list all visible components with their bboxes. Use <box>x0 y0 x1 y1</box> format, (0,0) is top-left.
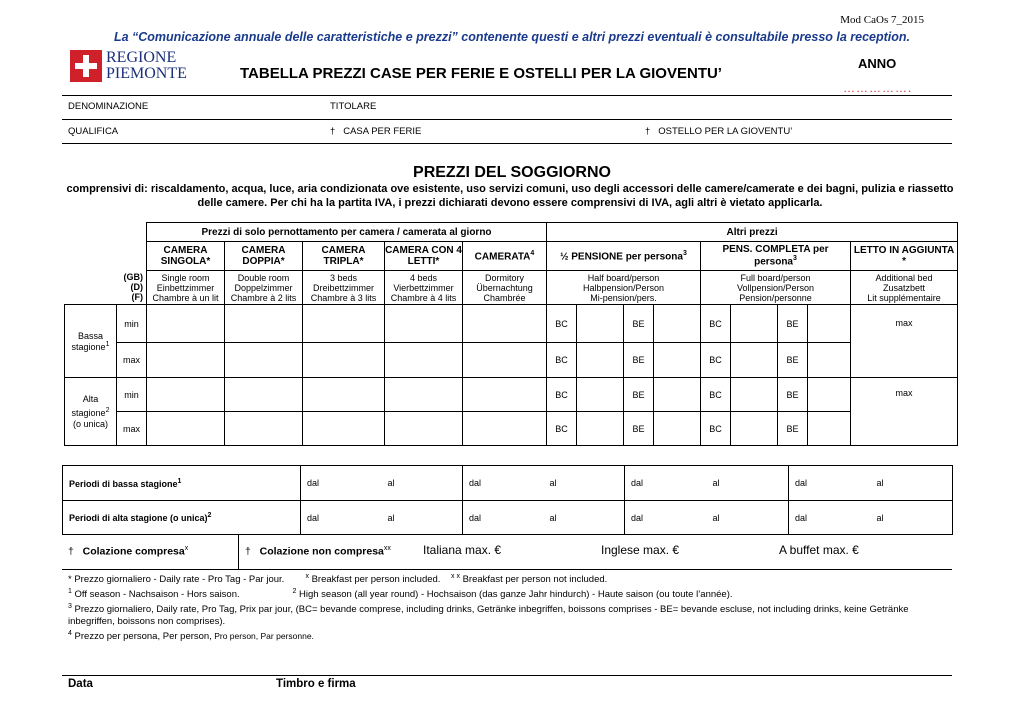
divider <box>62 95 952 96</box>
max-label: max <box>895 318 913 328</box>
price-cell[interactable] <box>654 412 701 446</box>
ostello-checkbox[interactable] <box>645 126 792 137</box>
price-cell[interactable] <box>731 343 778 378</box>
letto-alta-cell[interactable] <box>851 378 958 446</box>
max-label: max <box>117 343 147 378</box>
price-cell[interactable] <box>225 412 303 446</box>
price-cell[interactable] <box>731 412 778 446</box>
col-letto-aggiunta: LETTO IN AGGIUNTA * <box>851 242 958 271</box>
logo-line-2: PIEMONTE <box>106 65 187 82</box>
colazione-non-compresa-checkbox[interactable]: † Colazione non compresa$^{xx}$ <box>245 545 391 558</box>
cross-shield-icon <box>70 50 102 82</box>
price-cell[interactable] <box>385 412 463 446</box>
price-cell[interactable] <box>147 378 225 412</box>
denominazione-label: DENOMINAZIONE <box>68 101 149 112</box>
al-field[interactable]: al <box>871 501 953 535</box>
dal-field[interactable]: dal <box>789 466 871 501</box>
anno-label: ANNO <box>858 56 897 71</box>
trans-quattro: 4 beds Vierbettzimmer Chambre à 4 lits <box>385 271 463 305</box>
price-cell[interactable] <box>463 378 547 412</box>
qualifica-label: QUALIFICA <box>68 126 119 137</box>
price-cell[interactable] <box>808 305 851 343</box>
colazione-compresa-checkbox[interactable]: † Colazione compresa$^x$ <box>68 545 189 558</box>
price-cell[interactable] <box>147 343 225 378</box>
price-cell[interactable] <box>385 305 463 343</box>
trans-camerata: Dormitory Übernachtung Chambrée <box>463 271 547 305</box>
be-label: BE <box>778 378 808 412</box>
al-field[interactable]: al <box>707 466 789 501</box>
casa-label: CASA PER FERIE <box>343 126 422 137</box>
bc-label: BC <box>547 378 577 412</box>
divider <box>62 119 952 120</box>
price-cell[interactable] <box>225 305 303 343</box>
price-cell[interactable] <box>463 343 547 378</box>
price-cell[interactable] <box>385 378 463 412</box>
alta-stagione-label: Alta stagione$^2$ (o unica) <box>65 378 117 446</box>
group-header-altri: Altri prezzi <box>547 223 958 242</box>
trans-tripla: 3 beds Dreibettzimmer Chambre à 3 lits <box>303 271 385 305</box>
table-row <box>63 501 953 535</box>
dagger-icon: † <box>68 545 74 558</box>
price-cell[interactable] <box>385 343 463 378</box>
buffet-price-field[interactable]: A buffet max. € <box>779 543 859 557</box>
price-cell[interactable] <box>731 305 778 343</box>
letto-bassa-cell[interactable] <box>851 305 958 378</box>
logo-line-1: REGIONE <box>106 49 177 66</box>
dagger-icon: † <box>245 545 251 558</box>
divider <box>238 534 239 569</box>
dal-field[interactable]: dal <box>463 466 544 501</box>
section-subtitle: comprensivi di: riscaldamento, acqua, luce, aria condizionata ove esistente, uso servizi comuni, uso degli accessori delle camere/camerate e dei bagni, pulizia e riassetto delle camere. Per chi ha la partita IVA, i prezzi dichiarati devono essere comprensivi di IVA, agli altri è vietato applicarla. <box>66 183 954 209</box>
be-label: BE <box>778 305 808 343</box>
bc-label: BC <box>701 343 731 378</box>
trans-doppia: Double room Doppelzimmer Chambre à 2 lits <box>225 271 303 305</box>
be-label: BE <box>624 378 654 412</box>
be-label: BE <box>778 412 808 446</box>
al-field[interactable]: al <box>382 466 463 501</box>
price-cell[interactable] <box>463 305 547 343</box>
periodi-alta-label: Periodi di alta stagione (o unica)$^2$ <box>63 501 301 535</box>
price-cell[interactable] <box>303 378 385 412</box>
price-cell[interactable] <box>225 343 303 378</box>
table-row <box>63 466 953 501</box>
price-cell[interactable] <box>303 412 385 446</box>
table-row <box>65 305 958 343</box>
section-title: PREZZI DEL SOGGIORNO <box>413 164 611 181</box>
dal-field[interactable]: dal <box>463 501 544 535</box>
trans-letto: Additional bed Zusatzbett Lit supplémentaire <box>851 271 958 305</box>
inglese-price-field[interactable]: Inglese max. € <box>601 543 680 557</box>
trans-singola: Single room Einbettzimmer Chambre à un lit <box>147 271 225 305</box>
col-camera-tripla: CAMERA TRIPLA* <box>303 242 385 271</box>
titolare-label: TITOLARE <box>330 101 377 112</box>
max-label: max <box>895 388 913 398</box>
al-field[interactable]: al <box>544 501 625 535</box>
col-camerata: CAMERATA$^4$ <box>463 242 547 271</box>
al-field[interactable]: al <box>544 466 625 501</box>
price-cell[interactable] <box>654 343 701 378</box>
reception-notice: La “Comunicazione annuale delle caratteristiche e prezzi” contenente questi e altri prezzi eventuali è consultabile presso la reception. <box>113 30 911 44</box>
dagger-icon: † <box>645 126 651 137</box>
bc-label: BC <box>547 412 577 446</box>
data-field[interactable]: Data <box>68 678 93 690</box>
be-label: BE <box>624 305 654 343</box>
dagger-icon: † <box>330 126 336 137</box>
al-field[interactable]: al <box>707 501 789 535</box>
footnotes: * Prezzo giornaliero - Daily rate - Pro Tag - Par jour. $^x$ Breakfast per person included. $^{x x}$ Breakfast per person not included. $^1$ Off season - Nachsaison - Hors saison. $^2$ High season (all year round) - Hochsaison (das ganze Jahr hindurch) - Haute saison (ou toute l’année). $^3$ Prezzo giornaliero, Daily rate, Pro Tag, Prix par jour, (BC= bevande comprese, including drinks, Getränke inbegriffen, boissons comprises - BE= bevande escluse, not including drinks, keine Getränke inbegriffen, boissons non comprises). $^4$ Prezzo per persona, Per person, Pro person, Par personne. <box>68 573 909 642</box>
price-cell[interactable] <box>808 343 851 378</box>
dal-field[interactable]: dal <box>789 501 871 535</box>
price-cell[interactable] <box>577 412 624 446</box>
price-cell[interactable] <box>577 343 624 378</box>
price-table <box>64 222 958 446</box>
col-camera-4-letti: CAMERA CON 4 LETTI* <box>385 242 463 271</box>
max-label: max <box>117 412 147 446</box>
be-label: BE <box>624 412 654 446</box>
price-cell[interactable] <box>654 378 701 412</box>
divider <box>62 569 952 570</box>
dal-field[interactable]: dal <box>625 466 707 501</box>
price-cell[interactable] <box>577 378 624 412</box>
page-title: TABELLA PREZZI CASE PER FERIE E OSTELLI PER LA GIOVENTU’ <box>240 65 722 82</box>
price-cell[interactable] <box>808 412 851 446</box>
price-cell[interactable] <box>147 412 225 446</box>
price-cell[interactable] <box>577 305 624 343</box>
al-field[interactable]: al <box>382 501 463 535</box>
bc-label: BC <box>701 378 731 412</box>
regione-piemonte-logo <box>70 50 185 84</box>
table-row <box>65 378 958 412</box>
price-cell[interactable] <box>147 305 225 343</box>
min-label: min <box>117 305 147 343</box>
periods-table <box>62 465 953 535</box>
col-mezza-pensione: ½ PENSIONE per persona$^3$ <box>547 242 701 271</box>
table-row <box>65 412 958 446</box>
divider <box>62 675 952 676</box>
trans-completa: Full board/person Vollpension/Person Pension/personne <box>701 271 851 305</box>
price-cell[interactable] <box>303 305 385 343</box>
be-label: BE <box>624 343 654 378</box>
bc-label: BC <box>701 305 731 343</box>
casa-checkbox[interactable] <box>330 126 421 137</box>
group-header-pernottamento: Prezzi di solo pernottamento per camera / camerata al giorno <box>147 223 547 242</box>
bassa-stagione-label: Bassa stagione$^1$ <box>65 305 117 378</box>
dal-field[interactable]: dal <box>301 466 382 501</box>
italiana-price-field[interactable]: Italiana max. € <box>423 543 502 557</box>
ostello-label: OSTELLO PER LA GIOVENTU’ <box>658 126 793 137</box>
col-camera-doppia: CAMERA DOPPIA* <box>225 242 303 271</box>
be-label: BE <box>778 343 808 378</box>
min-label: min <box>117 378 147 412</box>
timbro-firma-field[interactable]: Timbro e firma <box>276 678 356 690</box>
col-pensione-completa: PENS. COMPLETA per persona$^3$ <box>701 242 851 271</box>
trans-mezza: Half board/person Halbpension/Person Mi-pension/pers. <box>547 271 701 305</box>
periodi-bassa-label: Periodi di bassa stagione$^1$ <box>63 466 301 501</box>
language-codes: (GB) (D) (F) <box>123 272 143 303</box>
price-cell[interactable] <box>225 378 303 412</box>
price-cell[interactable] <box>731 378 778 412</box>
bc-label: BC <box>701 412 731 446</box>
price-cell[interactable] <box>654 305 701 343</box>
al-field[interactable]: al <box>871 466 953 501</box>
bc-label: BC <box>547 343 577 378</box>
divider <box>62 143 952 144</box>
table-row <box>65 343 958 378</box>
form-code: Mod CaOs 7_2015 <box>840 14 924 26</box>
col-camera-singola: CAMERA SINGOLA* <box>147 242 225 271</box>
anno-field[interactable]: ……………. <box>843 81 913 95</box>
price-cell[interactable] <box>303 343 385 378</box>
price-cell[interactable] <box>463 412 547 446</box>
dal-field[interactable]: dal <box>625 501 707 535</box>
dal-field[interactable]: dal <box>301 501 382 535</box>
bc-label: BC <box>547 305 577 343</box>
price-cell[interactable] <box>808 378 851 412</box>
